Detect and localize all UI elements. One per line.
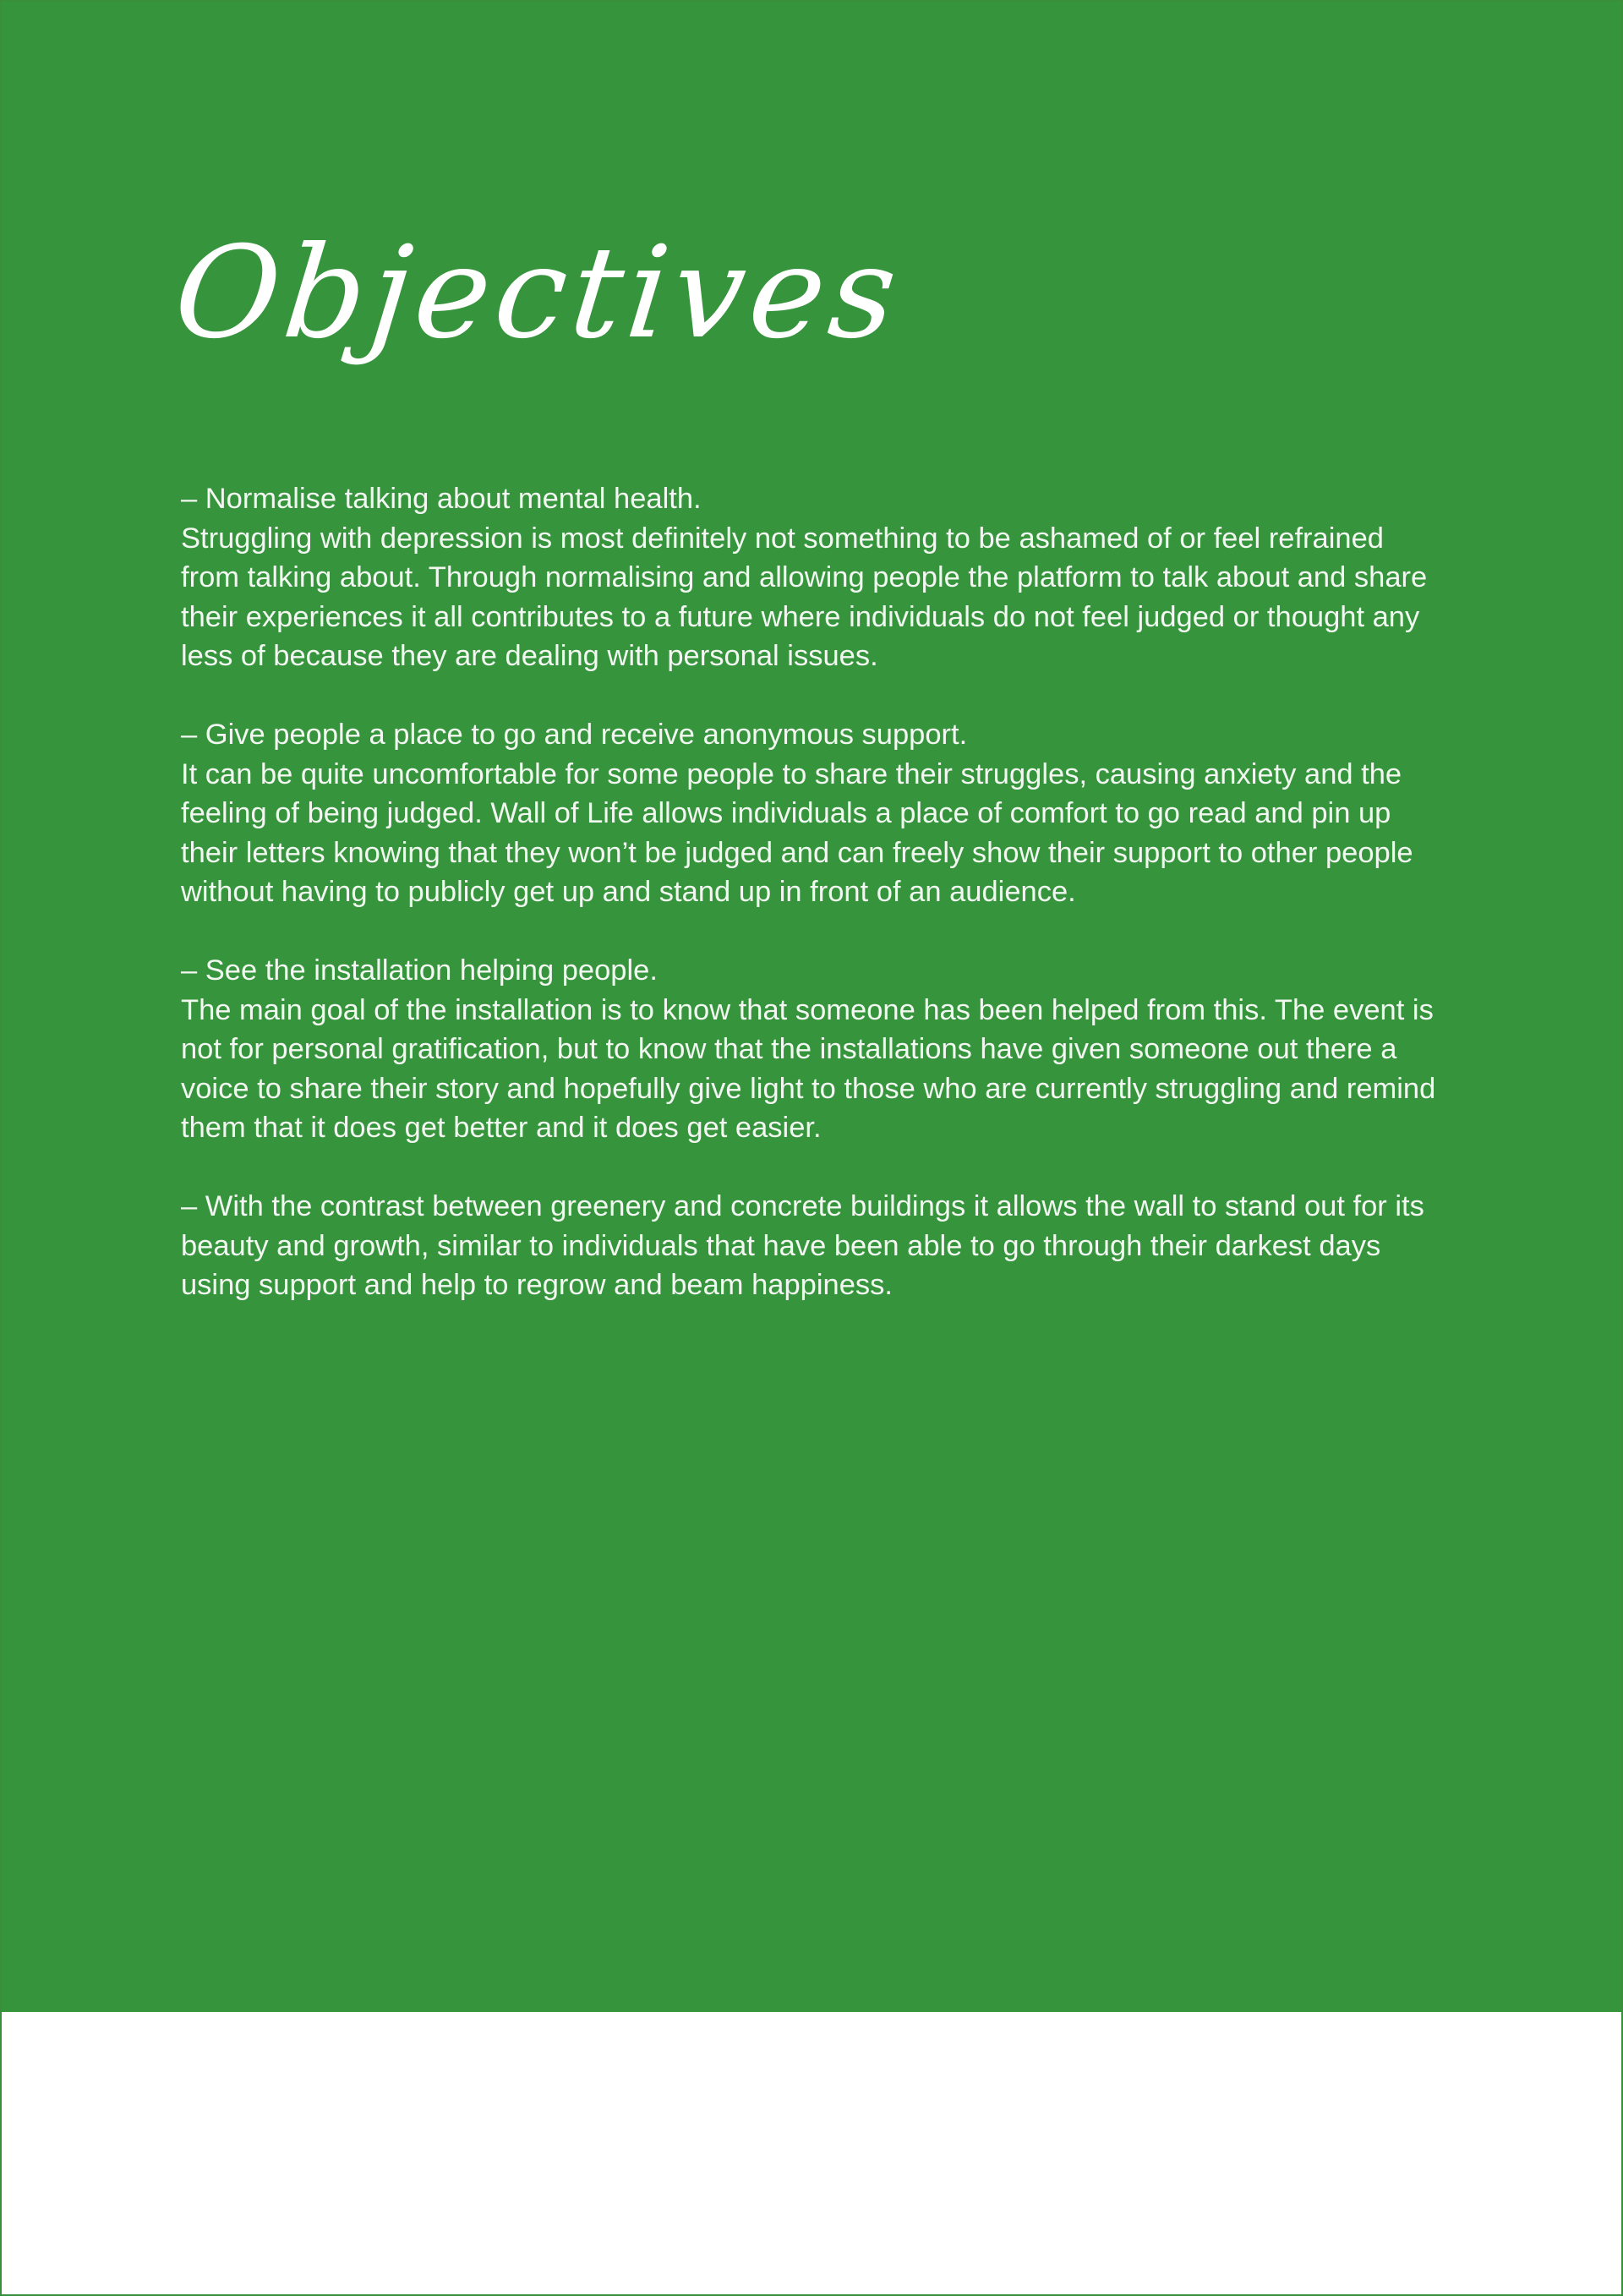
objective-section <box>181 715 1449 912</box>
objective-body: It can be quite uncomfortable for some people to share their struggles, causing anxiety and the feeling of being judged. Wall of Life allows individuals a place of comfort to go read and pin up their letters knowing that they won’t be judged and can freely show their support to other people without having to publicly get up and stand up in front of an audience. <box>181 757 1413 908</box>
objective-heading: – With the contrast between greenery and concrete buildings it allows the wall to stand out for its beauty and growth, similar to individuals that have been able to go through their darkest days using support and help to regrow and beam happiness. <box>181 1190 1424 1301</box>
objectives-content <box>181 479 1449 1344</box>
objective-heading: – Give people a place to go and receive anonymous support. <box>181 719 968 751</box>
green-panel <box>2 2 1621 2012</box>
objective-section <box>181 479 1449 676</box>
objective-heading: – Normalise talking about mental health. <box>181 483 702 515</box>
objective-body: The main goal of the installation is to know that someone has been helped from this. The event is not for personal gratification, but to know that the installations have given someone out there a voice to share their story and hopefully give light to those who are currently struggling and remind them that it does get better and it does get easier. <box>181 993 1436 1144</box>
objective-body: Struggling with depression is most definitely not something to be ashamed of or feel refrained from talking about. Through normalising and allowing people the platform to talk about and share their experiences it all contributes to a future where individuals do not feel judged or thought any less of because they are dealing with personal issues. <box>181 522 1428 672</box>
objective-section <box>181 1187 1449 1305</box>
objective-section <box>181 951 1449 1148</box>
objective-heading: – See the installation helping people. <box>181 954 658 987</box>
page-title: Objectives <box>167 220 909 367</box>
